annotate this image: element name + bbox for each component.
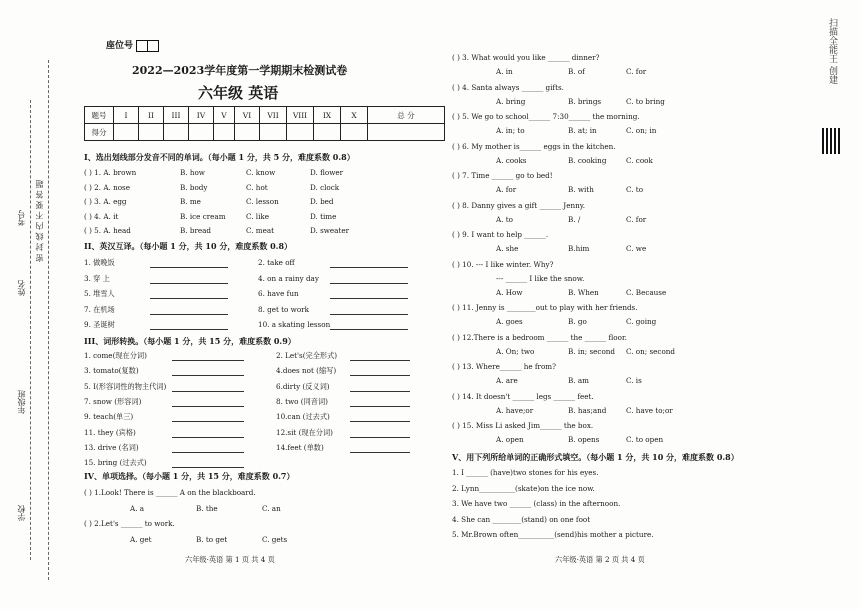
class-label: 年级班: [17, 390, 26, 414]
answer-option: B. opens: [568, 435, 600, 444]
sec1-cell: C. like: [246, 211, 270, 221]
sec1-cell: B. ice cream: [180, 211, 226, 221]
binding-warning: 密 封 线 内 不 要 答 题: [35, 180, 44, 262]
question-5: ( ) 5. We go to school______ 7:30______ the morning.: [452, 112, 640, 121]
footer-right: 六年级·英语 第 2 页 共 4 页: [555, 555, 645, 564]
sec1-cell: D. sweater: [310, 226, 350, 235]
answer-line[interactable]: [172, 375, 244, 376]
sec3-item: 12.sit (现在分词): [276, 427, 333, 437]
binding-line: [30, 100, 32, 560]
answer-option: B. am: [568, 376, 589, 385]
answer-option: C. cook: [626, 155, 653, 165]
answer-line[interactable]: [350, 391, 410, 392]
score-cell: [235, 124, 260, 141]
answer-option: C. to bring: [626, 96, 665, 106]
section-5-title: V、用下列所给单词的正确形式填空。（每小题 1 分，共 10 分，难度系数 0.8）: [452, 452, 739, 462]
footer-left: 六年级·英语 第 1 页 共 4 页: [185, 555, 275, 564]
sec1-cell: C. know: [246, 168, 276, 177]
sec2-item: 10. a skating lesson: [258, 320, 331, 329]
answer-option: B. cooking: [568, 155, 607, 165]
answer-option: B. has;and: [568, 405, 607, 415]
sec2-item: 8. get to work: [258, 304, 309, 314]
sec5-item: 1. I ______ (have)two stones for his eyes.: [452, 468, 599, 477]
answer-line[interactable]: [150, 329, 228, 330]
q1-option-b: B. the: [196, 504, 218, 513]
answer-option: B. brings: [568, 96, 602, 106]
sec1-cell: C. meat: [246, 226, 275, 235]
answer-option: A. open: [496, 435, 524, 444]
answer-option: C. to open: [626, 435, 664, 444]
scanner-watermark: 扫描全能王 创建: [827, 18, 837, 84]
sec3-item: 1. come(现在分词): [84, 351, 147, 360]
sec1-cell: D. time: [310, 211, 337, 221]
sec5-item: 3. We have two ______ (class) in the afternoon.: [452, 499, 621, 508]
answer-option: C. for: [626, 214, 647, 224]
answer-option: A. have;or: [496, 405, 534, 415]
score-cell: [260, 124, 287, 141]
answer-line[interactable]: [350, 421, 410, 422]
score-row-label: 得分: [85, 124, 114, 141]
sec2-item: 7. 在机场: [84, 304, 115, 314]
question-9: ( ) 9. I want to help ______.: [452, 230, 549, 239]
answer-line[interactable]: [350, 406, 410, 407]
answer-line[interactable]: [330, 329, 408, 330]
sec2-item: 4. on a rainy day: [258, 273, 319, 283]
answer-option: C. for: [626, 67, 647, 76]
answer-option: B. in; second: [568, 346, 616, 356]
answer-option: C. on; in: [626, 126, 657, 135]
sec3-item: 11. they (宾格): [84, 427, 136, 437]
section-4-title: IV、单项选择。（每小题 1 分，共 15 分，难度系数 0.7）: [84, 471, 295, 481]
answer-option: A. bring: [496, 96, 526, 106]
answer-option: B. of: [568, 67, 585, 76]
answer-line[interactable]: [150, 298, 228, 299]
answer-option: B. When: [568, 287, 599, 297]
q2-option-c: C. gets: [262, 535, 288, 544]
question-13: ( ) 13. Where______ he from?: [452, 362, 556, 371]
sec2-item: 9. 圣诞树: [84, 320, 115, 329]
sec1-cell: D. clock: [310, 182, 340, 192]
sec3-item: 9. teach(单三): [84, 412, 134, 422]
sec2-item: 6. have fun: [258, 289, 299, 298]
score-table-header: V: [214, 107, 235, 124]
answer-option: C. is: [626, 376, 642, 385]
answer-line[interactable]: [172, 467, 244, 468]
sec1-cell: C. lesson: [246, 197, 279, 206]
sec2-item: 5. 堆雪人: [84, 289, 115, 298]
answer-option: C. we: [626, 244, 647, 253]
answer-option: C. have to;or: [626, 405, 673, 415]
answer-line[interactable]: [330, 283, 408, 284]
answer-option: B. go: [568, 317, 587, 326]
answer-line[interactable]: [330, 314, 408, 315]
exam-subject: 六年级 英语: [198, 84, 279, 102]
sec3-item: 7. snow (形容词): [84, 396, 142, 406]
score-cell: [287, 124, 314, 141]
sec1-cell: ( ) 2. A. nose: [84, 182, 130, 192]
sec1-cell: C. hot: [246, 182, 268, 192]
sec1-cell: ( ) 3. A. egg: [84, 197, 127, 206]
sec1-cell: ( ) 5. A. head: [84, 226, 131, 235]
sec3-item: 4.does not (缩写): [276, 366, 337, 376]
sec1-cell: B. me: [180, 197, 201, 206]
q2-option-b: B. to get: [196, 535, 228, 544]
score-table-header: 总 分: [368, 107, 445, 124]
sec3-item: 2. Let's(完全形式): [276, 351, 338, 360]
question-1: ( ) 1.Look! There is ______ A on the blackboard.: [84, 488, 256, 497]
q2-option-a: A. get: [130, 535, 152, 544]
answer-option: C. on; second: [626, 346, 675, 356]
score-table-header: VI: [235, 107, 260, 124]
answer-line[interactable]: [330, 267, 408, 268]
sec2-item: 1. 做晚饭: [84, 258, 115, 267]
question-8: ( ) 8. Danny gives a gift ______ Jenny.: [452, 200, 586, 210]
sec1-cell: ( ) 1. A. brown: [84, 168, 137, 177]
sec1-cell: B. bread: [180, 226, 212, 235]
answer-line[interactable]: [350, 452, 410, 453]
question-6: ( ) 6. My mother is______ eggs in the kitchen.: [452, 141, 616, 151]
answer-line[interactable]: [172, 360, 244, 361]
score-table-header: 题号: [85, 107, 114, 124]
score-table-header: X: [341, 107, 368, 124]
answer-option: A. On; two: [496, 346, 535, 356]
score-table-header: VII: [260, 107, 287, 124]
score-cell: [114, 124, 139, 141]
sec3-item: 5. I(形容词性的物主代词): [84, 381, 167, 391]
question-14: ( ) 14. It doesn't ______ legs ______ feet.: [452, 391, 594, 401]
q1-option-a: A. a: [130, 504, 145, 513]
answer-line[interactable]: [172, 421, 244, 422]
sec3-item: 6.dirty (反义词): [276, 381, 330, 391]
answer-option: A. How: [496, 287, 523, 297]
question-12: ( ) 12.There is a bedroom ______ the ______ floor.: [452, 332, 627, 342]
answer-line[interactable]: [172, 452, 244, 453]
answer-option: B. with: [568, 185, 594, 194]
name-label: 姓名: [17, 280, 26, 296]
sec3-item: 3. tomato(复数): [84, 366, 139, 376]
score-cell: [314, 124, 341, 141]
question-7: ( ) 7. Time ______ go to bed!: [452, 171, 553, 180]
score-cell: [164, 124, 189, 141]
sec5-item: 2. Lynn__________(skate)on the ice now.: [452, 483, 595, 493]
sec3-item: 10.can (过去式): [276, 412, 330, 422]
answer-option: B. at; in: [568, 126, 597, 135]
answer-option: A. for: [496, 185, 517, 194]
question-followup: --- ______ I like the snow.: [496, 273, 585, 283]
sec3-item: 14.feet (单数): [276, 442, 324, 452]
answer-line[interactable]: [350, 360, 410, 361]
answer-line[interactable]: [350, 437, 410, 438]
sec1-cell: B. how: [180, 168, 205, 177]
score-cell: [189, 124, 214, 141]
fold-line: [48, 60, 50, 580]
answer-option: C. to: [626, 185, 644, 194]
sec5-item: 4. She can ________(stand) on one foot: [452, 514, 591, 524]
question-3: ( ) 3. What would you like ______ dinner?: [452, 53, 600, 62]
answer-option: C. going: [626, 317, 657, 326]
score-table-header: II: [139, 107, 164, 124]
question-2: ( ) 2.Let's ______ to work.: [84, 519, 175, 528]
score-cell: [214, 124, 235, 141]
answer-option: A. in: [496, 67, 513, 76]
qr-code-icon: [822, 128, 840, 154]
score-cell: [341, 124, 368, 141]
answer-option: A. she: [496, 244, 519, 253]
score-table: [84, 106, 445, 141]
score-table-header: I: [114, 107, 139, 124]
score-table-header: IV: [189, 107, 214, 124]
score-table-header: III: [164, 107, 189, 124]
score-cell: [139, 124, 164, 141]
answer-line[interactable]: [172, 437, 244, 438]
sec3-item: 8. two (同音词): [276, 396, 328, 406]
answer-option: B. /: [568, 214, 581, 224]
sec1-cell: B. body: [180, 182, 208, 192]
score-cell: [368, 124, 445, 141]
school-label: 学校: [17, 505, 26, 521]
seat-label: 座位号: [106, 38, 159, 52]
sec3-item: 15. bring (过去式): [84, 458, 147, 468]
score-table-header: VIII: [287, 107, 314, 124]
answer-option: B.him: [568, 244, 590, 253]
sec2-item: 2. take off: [258, 258, 295, 267]
q1-option-c: C. an: [262, 504, 281, 513]
section-2-title: II、英汉互译。（每小题 1 分，共 10 分，难度系数 0.8）: [84, 241, 293, 251]
question-10: ( ) 10. --- I like winter. Why?: [452, 259, 554, 269]
question-4: ( ) 4. Santa always ______ gifts.: [452, 82, 564, 92]
sec5-item: 5. Mr.Brown often__________(send)his mother a picture.: [452, 530, 654, 539]
score-table-header: IX: [314, 107, 341, 124]
answer-line[interactable]: [150, 267, 228, 268]
sec2-item: 3. 穿 上: [84, 273, 110, 283]
section-3-title: III、词形转换。（每小题 1 分，共 15 分，难度系数 0.9）: [84, 336, 296, 346]
sec1-cell: ( ) 4. A. it: [84, 211, 119, 221]
binding-strip: [14, 60, 74, 580]
answer-line[interactable]: [150, 314, 228, 315]
answer-line[interactable]: [150, 283, 228, 284]
sec3-item: 13. drive (名词): [84, 442, 139, 452]
exam-no-label: 考号: [17, 210, 26, 226]
answer-option: C. Because: [626, 287, 667, 297]
answer-line[interactable]: [172, 391, 244, 392]
answer-option: A. goes: [496, 317, 523, 326]
exam-title: 2022—2023学年度第一学期期末检测试卷: [132, 64, 348, 77]
question-15: ( ) 15. Miss Li asked Jim______ the box.: [452, 421, 594, 430]
answer-option: A. in; to: [496, 126, 525, 135]
sec1-cell: D. bed: [310, 197, 334, 206]
answer-line[interactable]: [350, 375, 410, 376]
answer-line[interactable]: [172, 406, 244, 407]
answer-option: A. are: [496, 376, 518, 385]
section-1-title: I、选出划线部分发音不同的单词。（每小题 1 分，共 5 分，难度系数 0.8）: [84, 152, 355, 162]
answer-option: A. to: [496, 214, 513, 224]
answer-option: A. cooks: [496, 155, 527, 165]
sec1-cell: D. flower: [310, 168, 344, 177]
answer-line[interactable]: [330, 298, 408, 299]
question-11: ( ) 11. Jenny is ________out to play with her friends.: [452, 303, 638, 312]
